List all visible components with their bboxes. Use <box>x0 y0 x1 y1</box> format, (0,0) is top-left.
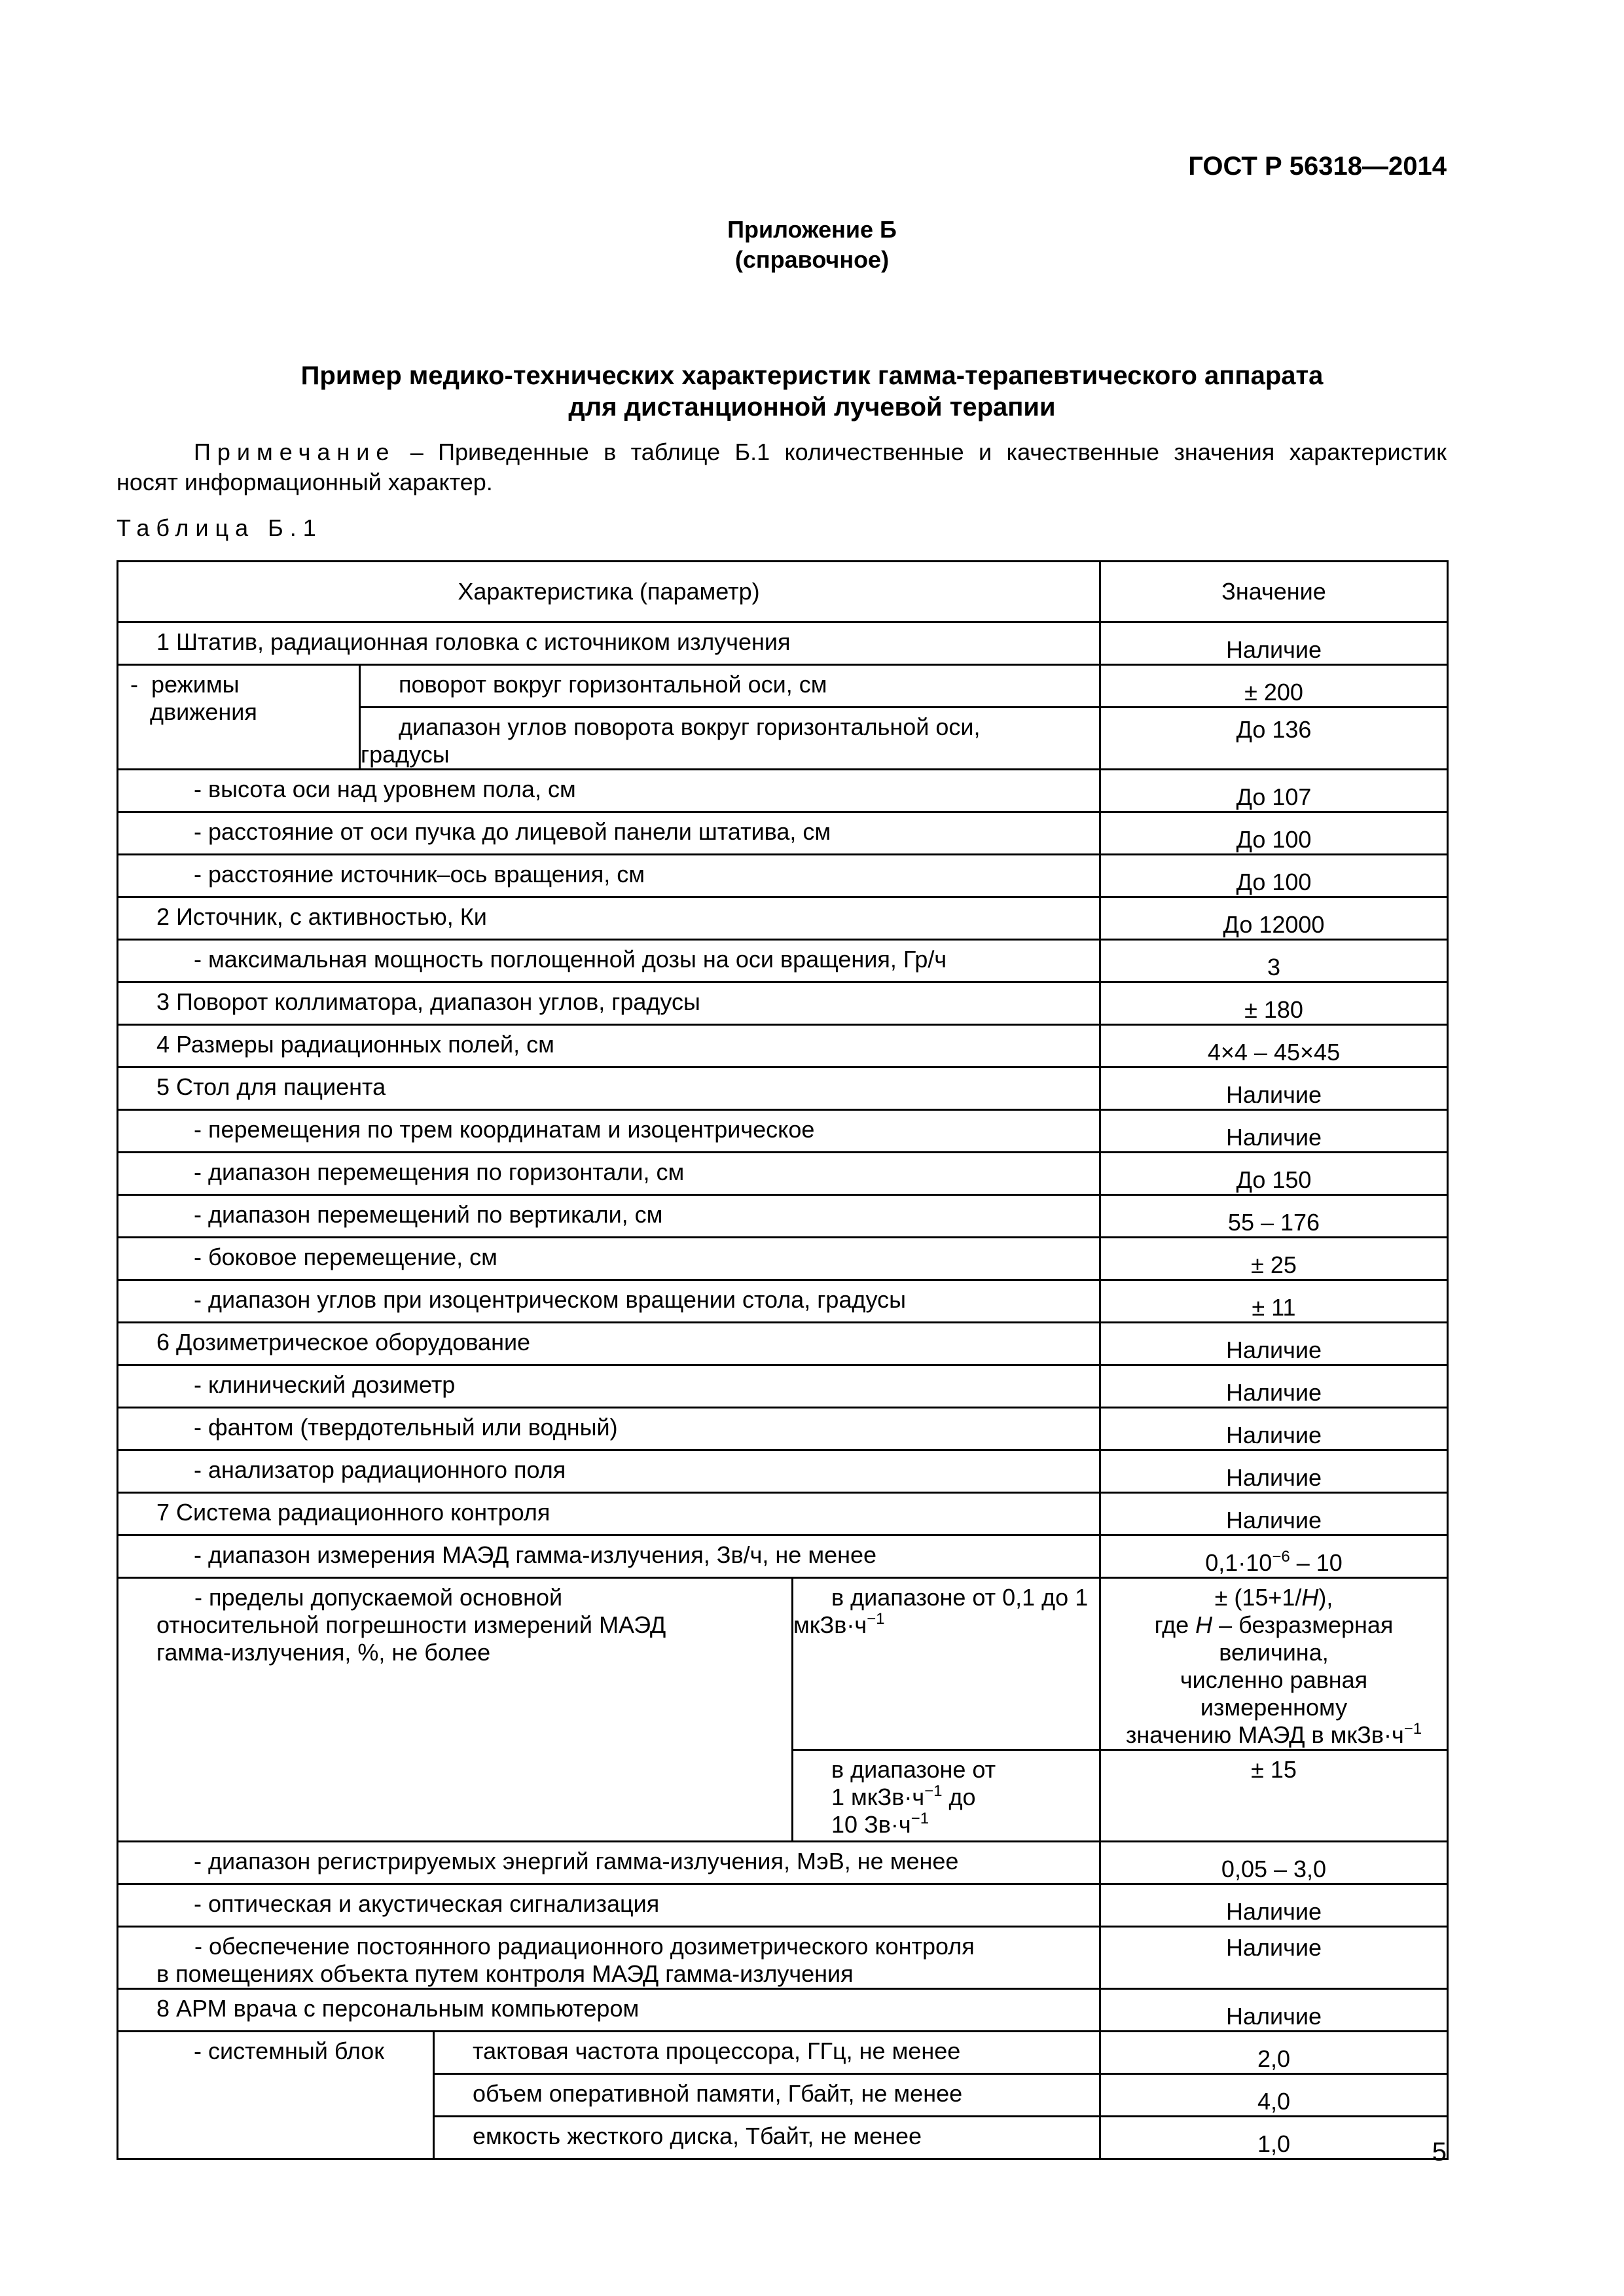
row-label: объем оперативной памяти, Гбайт, не менее <box>434 2074 1100 2117</box>
unit-exponent: −1 <box>1403 1720 1422 1738</box>
row-value: До 100 <box>1100 855 1448 897</box>
row-label: - диапазон перемещения по горизонтали, см <box>118 1153 1100 1195</box>
row-label <box>118 1927 1100 1989</box>
row-value: 4×4 – 45×45 <box>1100 1025 1448 1067</box>
row-value: Наличие <box>1100 1067 1448 1110</box>
value-line <box>1106 1611 1441 1666</box>
row-label: - диапазон углов при изоцентрическом вращении стола, градусы <box>118 1280 1100 1323</box>
table-row <box>118 1408 1448 1450</box>
row-value: 55 – 176 <box>1100 1195 1448 1238</box>
row-value: 1,0 <box>1100 2117 1448 2159</box>
unit-exponent: −1 <box>924 1782 943 1800</box>
row-label: поворот вокруг горизонтальной оси, см <box>360 665 1100 708</box>
value-exponent: −6 <box>1272 1548 1290 1566</box>
row-label: 2 Источник, с активностью, Ки <box>118 897 1100 940</box>
row-label: 3 Поворот коллиматора, диапазон углов, градусы <box>118 982 1100 1025</box>
table-row <box>118 1450 1448 1493</box>
row-value: До 12000 <box>1100 897 1448 940</box>
table-row <box>118 1365 1448 1408</box>
table-row <box>118 770 1448 812</box>
table-row <box>118 940 1448 982</box>
range-cell <box>793 1750 1100 1842</box>
table-row <box>118 855 1448 897</box>
group-label: - режимы движения <box>118 665 360 770</box>
header-value: Значение <box>1100 562 1448 622</box>
row-label <box>118 1578 793 1842</box>
row-value: До 150 <box>1100 1153 1448 1195</box>
table-row <box>118 1989 1448 2032</box>
value-part: 0,1·10 <box>1205 1549 1272 1576</box>
row-label: - высота оси над уровнем пола, см <box>118 770 1100 812</box>
row-value: До 107 <box>1100 770 1448 812</box>
row-label: 8 АРМ врача с персональным компьютером <box>118 1989 1100 2032</box>
row-label: тактовая частота процессора, ГГц, не менее <box>434 2032 1100 2074</box>
unit-text: 1 мкЗв·ч <box>831 1784 925 1810</box>
table-row <box>118 1067 1448 1110</box>
row-label: - фантом (твердотельный или водный) <box>118 1408 1100 1450</box>
row-value: ± 11 <box>1100 1280 1448 1323</box>
value-text: – безразмерная величина, <box>1212 1611 1394 1666</box>
row-value: Наличие <box>1100 1884 1448 1927</box>
table-row <box>118 1884 1448 1927</box>
row-value <box>1100 1535 1448 1578</box>
row-label <box>360 708 1100 770</box>
row-label: - боковое перемещение, см <box>118 1238 1100 1280</box>
range-line: в диапазоне от <box>831 1756 996 1783</box>
row-value: Наличие <box>1100 1989 1448 2032</box>
row-label: 1 Штатив, радиационная головка с источником излучения <box>118 622 1100 665</box>
row-value: Наличие <box>1100 1493 1448 1535</box>
note-paragraph <box>117 437 1447 497</box>
range-line <box>793 1611 1092 1639</box>
table-row <box>118 1493 1448 1535</box>
row-label: - расстояние от оси пучка до лицевой панели штатива, см <box>118 812 1100 855</box>
row-label-line: диапазон углов поворота вокруг горизонтальной оси, <box>399 713 981 740</box>
row-label-line: - обеспечение постоянного радиационного дозиметрического контроля <box>194 1933 975 1960</box>
row-label: емкость жесткого диска, Тбайт, не менее <box>434 2117 1100 2159</box>
unit-text: 10 Зв·ч <box>831 1811 911 1838</box>
unit-text: мкЗв·ч <box>793 1611 867 1638</box>
row-label-line: - пределы допускаемой основной <box>194 1584 563 1611</box>
value-variable: H <box>1195 1611 1213 1638</box>
table-row <box>118 812 1448 855</box>
row-value: До 136 <box>1100 708 1448 770</box>
row-value: Наличие <box>1100 1450 1448 1493</box>
row-value: 3 <box>1100 940 1448 982</box>
note-label: Примечание <box>194 439 396 465</box>
row-value: Наличие <box>1100 1323 1448 1365</box>
row-label: - клинический дозиметр <box>118 1365 1100 1408</box>
row-value: 0,05 – 3,0 <box>1100 1842 1448 1884</box>
table-caption: Таблица Б.1 <box>117 514 323 541</box>
row-value: ± 200 <box>1100 665 1448 708</box>
table-header-row <box>118 562 1448 622</box>
table-row <box>118 1153 1448 1195</box>
table-row <box>118 665 1448 708</box>
row-label-line: гамма-излучения, %, не более <box>156 1639 491 1666</box>
value-line: численно равная измеренному <box>1180 1666 1368 1721</box>
table-row <box>118 1025 1448 1067</box>
table-row <box>118 1535 1448 1578</box>
note-text-1: – Приведенные в таблице Б.1 количественные и качественные значения характеристик <box>395 439 1447 465</box>
row-label: - оптическая и акустическая сигнализация <box>118 1884 1100 1927</box>
table-row <box>118 1842 1448 1884</box>
table-row <box>118 1578 1448 1750</box>
table-row <box>118 1238 1448 1280</box>
row-value: Наличие <box>1100 1408 1448 1450</box>
value-cell <box>1100 1578 1448 1750</box>
table-row <box>118 982 1448 1025</box>
row-label: 5 Стол для пациента <box>118 1067 1100 1110</box>
row-value: До 100 <box>1100 812 1448 855</box>
value-variable: H <box>1301 1584 1319 1611</box>
value-cell: ± 15 <box>1100 1750 1448 1842</box>
appendix-subtitle: (справочное) <box>734 246 890 273</box>
appendix-title: Приложение Б <box>727 216 897 243</box>
row-label: 7 Система радиационного контроля <box>118 1493 1100 1535</box>
document-heading-line-1: Пример медико-технических характеристик гамма-терапевтического аппарата <box>300 361 1324 390</box>
table-row <box>118 1280 1448 1323</box>
value-part: – 10 <box>1290 1549 1343 1576</box>
range-line <box>831 1811 1092 1839</box>
row-label: - диапазон измерения МАЭД гамма-излучения, Зв/ч, не менее <box>118 1535 1100 1578</box>
row-label-line: относительной погрешности измерений МАЭД <box>156 1611 666 1638</box>
value-text: значению МАЭД в мкЗв·ч <box>1125 1721 1404 1748</box>
row-value: ± 180 <box>1100 982 1448 1025</box>
table-row <box>118 2032 1448 2074</box>
unit-exponent: −1 <box>911 1810 929 1827</box>
group-label: - системный блок <box>118 2032 434 2159</box>
row-value: Наличие <box>1100 622 1448 665</box>
row-value: Наличие <box>1100 1927 1448 1989</box>
document-heading-line-2: для дистанционной лучевой терапии <box>568 393 1056 422</box>
row-label: - перемещения по трем координатам и изоцентрическое <box>118 1110 1100 1153</box>
row-label: - диапазон регистрируемых энергий гамма-излучения, МэВ, не менее <box>118 1842 1100 1884</box>
table-row <box>118 1195 1448 1238</box>
value-line <box>1106 1721 1441 1749</box>
range-cell <box>793 1578 1100 1750</box>
row-label: 4 Размеры радиационных полей, см <box>118 1025 1100 1067</box>
unit-text: до <box>942 1784 976 1810</box>
row-label-line: градусы <box>361 741 450 768</box>
row-value: ± 25 <box>1100 1238 1448 1280</box>
row-value: Наличие <box>1100 1110 1448 1153</box>
note-text-2: носят информационный характер. <box>117 469 493 495</box>
table-row <box>118 1927 1448 1989</box>
table-row <box>118 897 1448 940</box>
header-param: Характеристика (параметр) <box>118 562 1100 622</box>
page-number: 5 <box>1432 2138 1447 2166</box>
row-label: - диапазон перемещений по вертикали, см <box>118 1195 1100 1238</box>
standard-code: ГОСТ Р 56318—2014 <box>1188 152 1447 181</box>
row-value: 4,0 <box>1100 2074 1448 2117</box>
characteristics-table <box>117 560 1447 2157</box>
row-label: 6 Дозиметрическое оборудование <box>118 1323 1100 1365</box>
table-row <box>118 1323 1448 1365</box>
row-label: - анализатор радиационного поля <box>118 1450 1100 1493</box>
range-line <box>831 1784 1092 1811</box>
unit-exponent: −1 <box>867 1610 885 1628</box>
value-text: ± (15+1/ <box>1214 1584 1302 1611</box>
value-text: где <box>1154 1611 1196 1638</box>
value-text: ), <box>1318 1584 1333 1611</box>
row-label: - максимальная мощность поглощенной дозы на оси вращения, Гр/ч <box>118 940 1100 982</box>
value-line <box>1106 1584 1441 1611</box>
row-value: Наличие <box>1100 1365 1448 1408</box>
row-value: 2,0 <box>1100 2032 1448 2074</box>
table-row <box>118 622 1448 665</box>
range-line: в диапазоне от 0,1 до 1 <box>831 1584 1089 1611</box>
table-row <box>118 1110 1448 1153</box>
row-label-line: в помещениях объекта путем контроля МАЭД гамма-излучения <box>156 1960 854 1987</box>
row-label: - расстояние источник–ось вращения, см <box>118 855 1100 897</box>
